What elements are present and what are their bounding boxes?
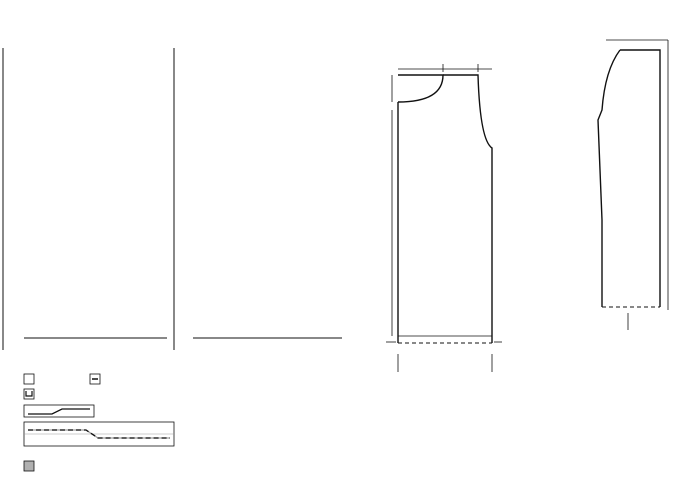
sleeve-schematic xyxy=(598,40,668,330)
legend xyxy=(24,374,174,471)
cable4-symbol xyxy=(24,405,94,417)
body-schematic xyxy=(386,64,502,372)
knit-symbol xyxy=(24,374,34,384)
cable8-symbol xyxy=(24,422,174,446)
gray-symbol xyxy=(24,461,34,471)
